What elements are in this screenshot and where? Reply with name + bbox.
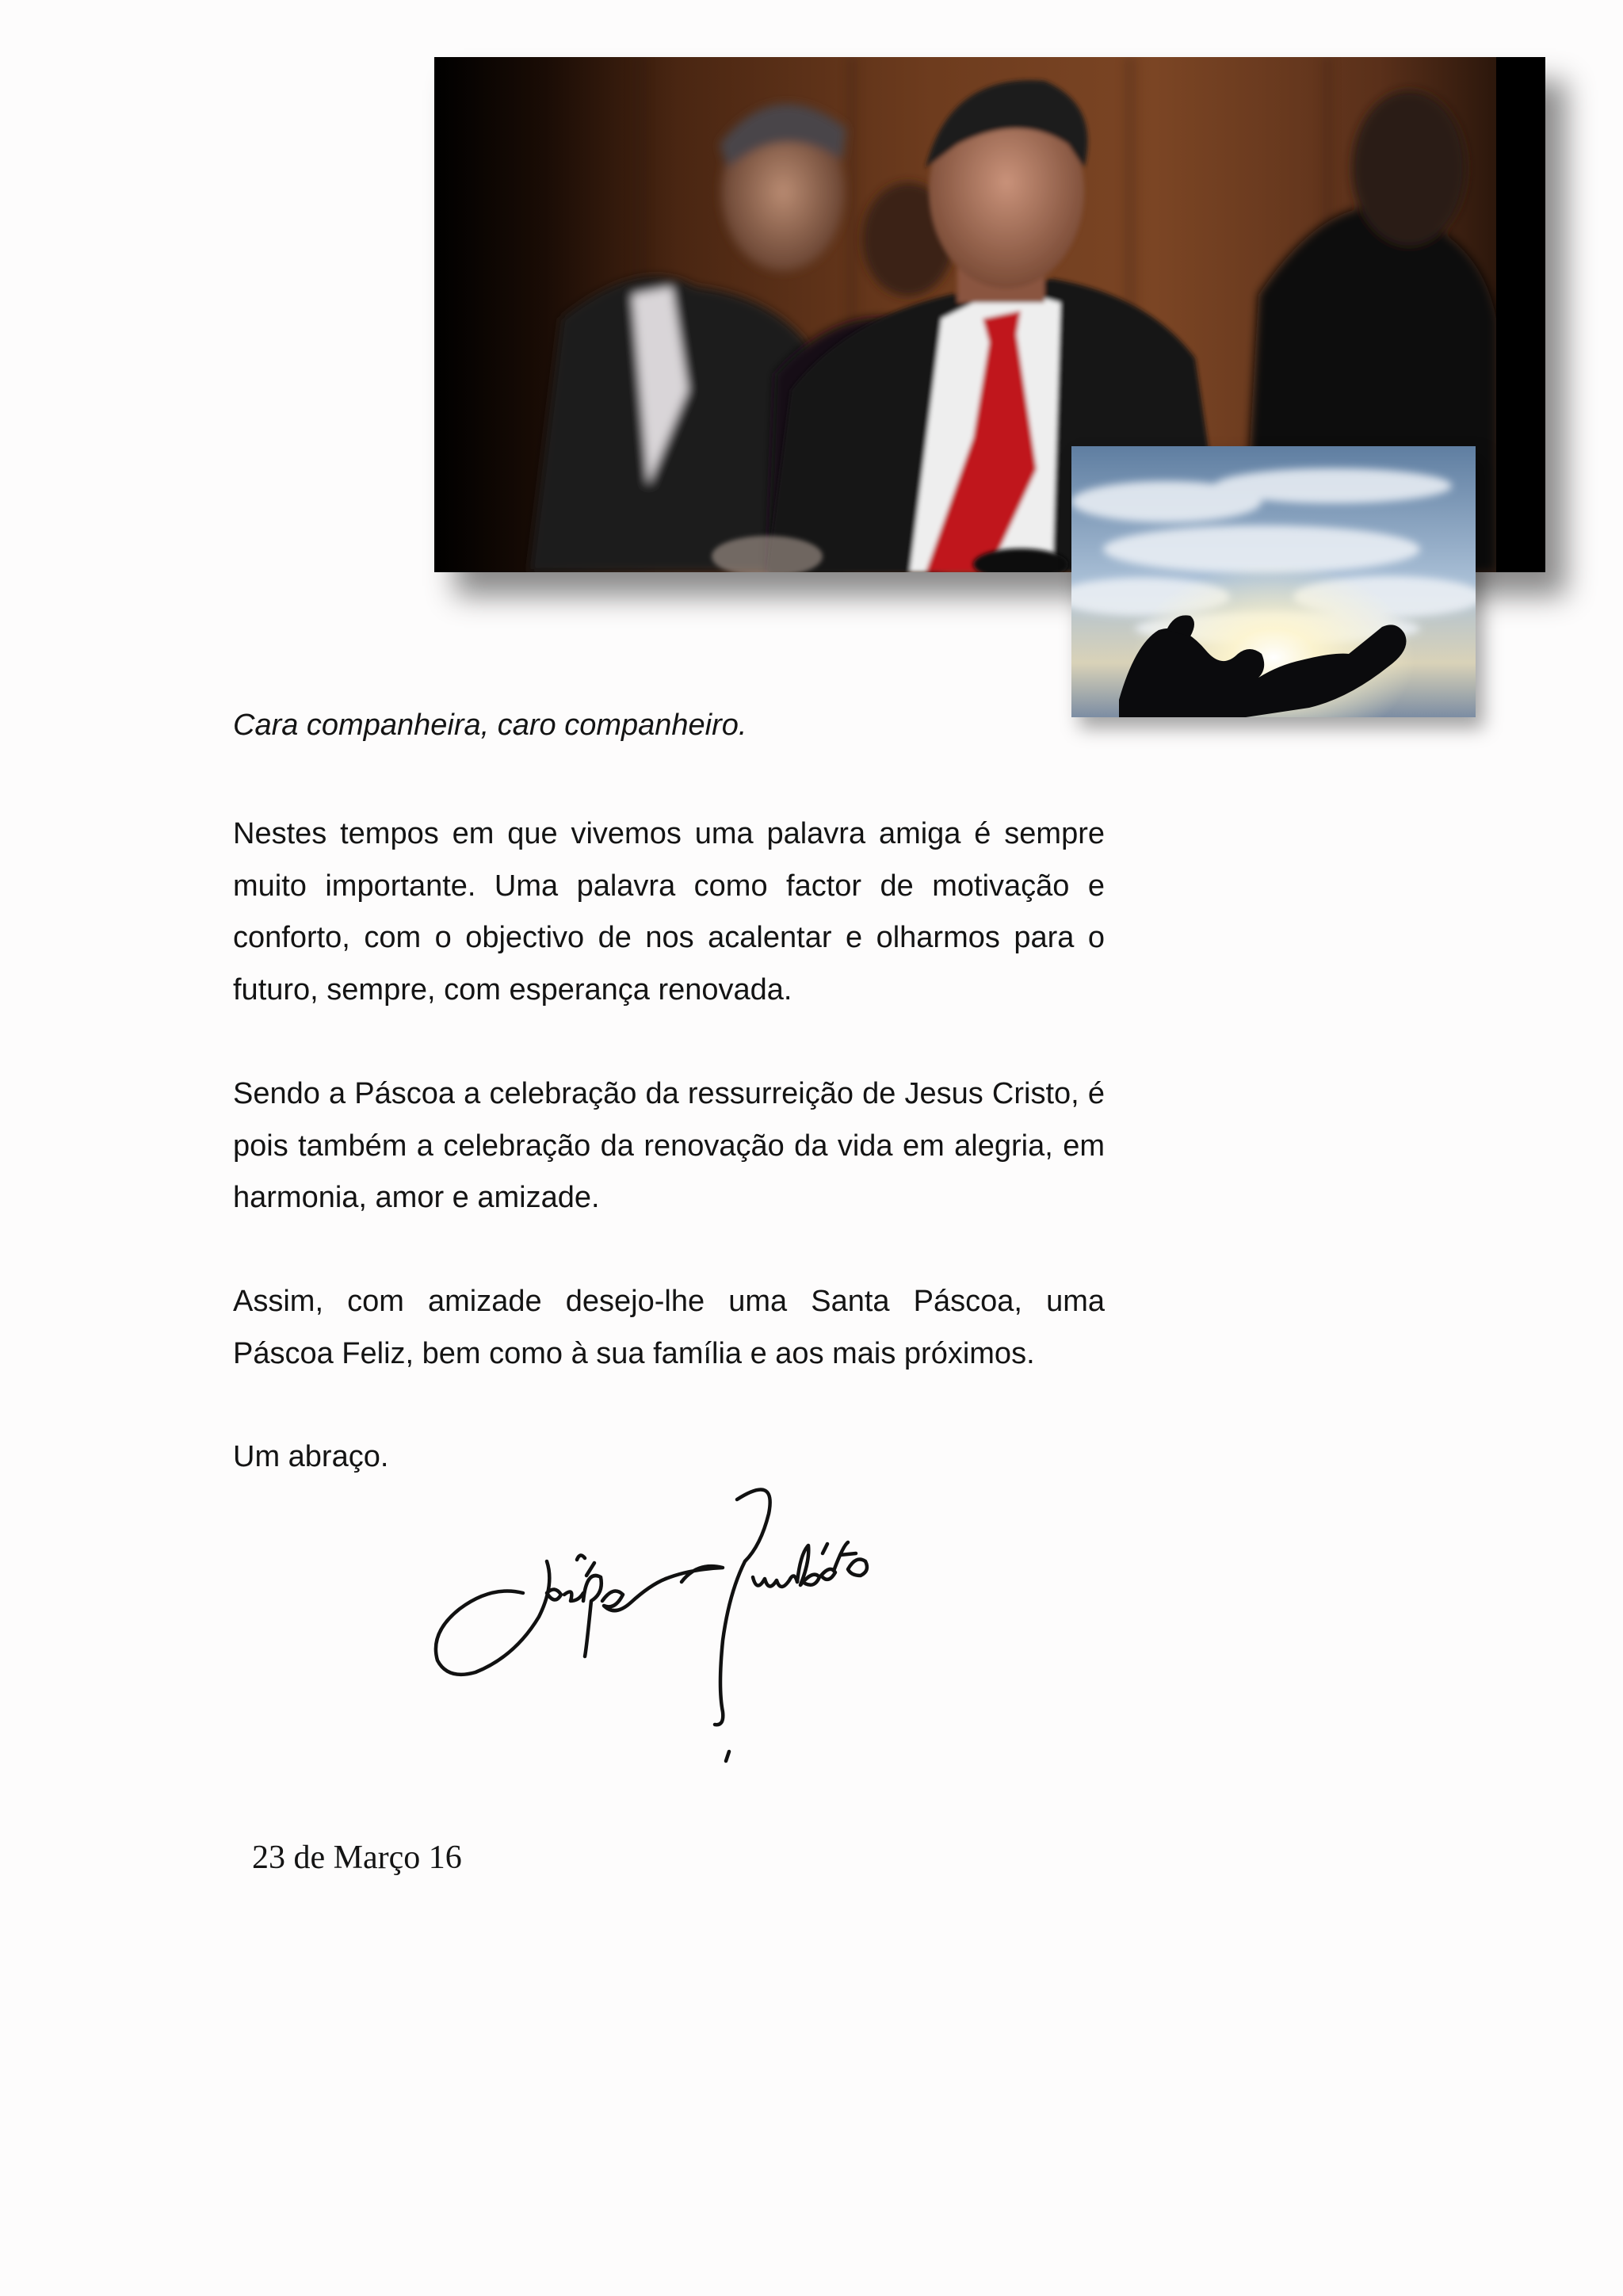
salutation-text: Cara companheira, caro companheiro. [233, 709, 747, 742]
paragraph-1-text: Nestes tempos em que vivemos uma palavra amiga é sempre muito importante. Uma palavra como factor de motivação e conforto, com o objectivo de nos acalentar e olharmos para o futuro, sempre, com esperança renovada. [233, 817, 1105, 1007]
closing [233, 1431, 1105, 1484]
paragraph-2 [233, 1068, 1105, 1224]
paragraph-3-text: Assim, com amizade desejo-lhe uma Santa Páscoa, uma Páscoa Feliz, bem como à sua família e aos mais próximos. [233, 1285, 1105, 1370]
paragraph-3 [233, 1276, 1105, 1380]
sky-photo [1071, 446, 1476, 717]
paragraph-1 [233, 808, 1105, 1016]
salutation [233, 700, 1105, 752]
letter-date: 23 de Março 16 [252, 1839, 462, 1876]
paragraph-2-text: Sendo a Páscoa a celebração da ressurreição de Jesus Cristo, é pois também a celebração da renovação da vida em alegria, em harmonia, amor e amizade. [233, 1077, 1105, 1214]
signature [428, 1482, 872, 1783]
closing-text: Um abraço. [233, 1440, 389, 1473]
